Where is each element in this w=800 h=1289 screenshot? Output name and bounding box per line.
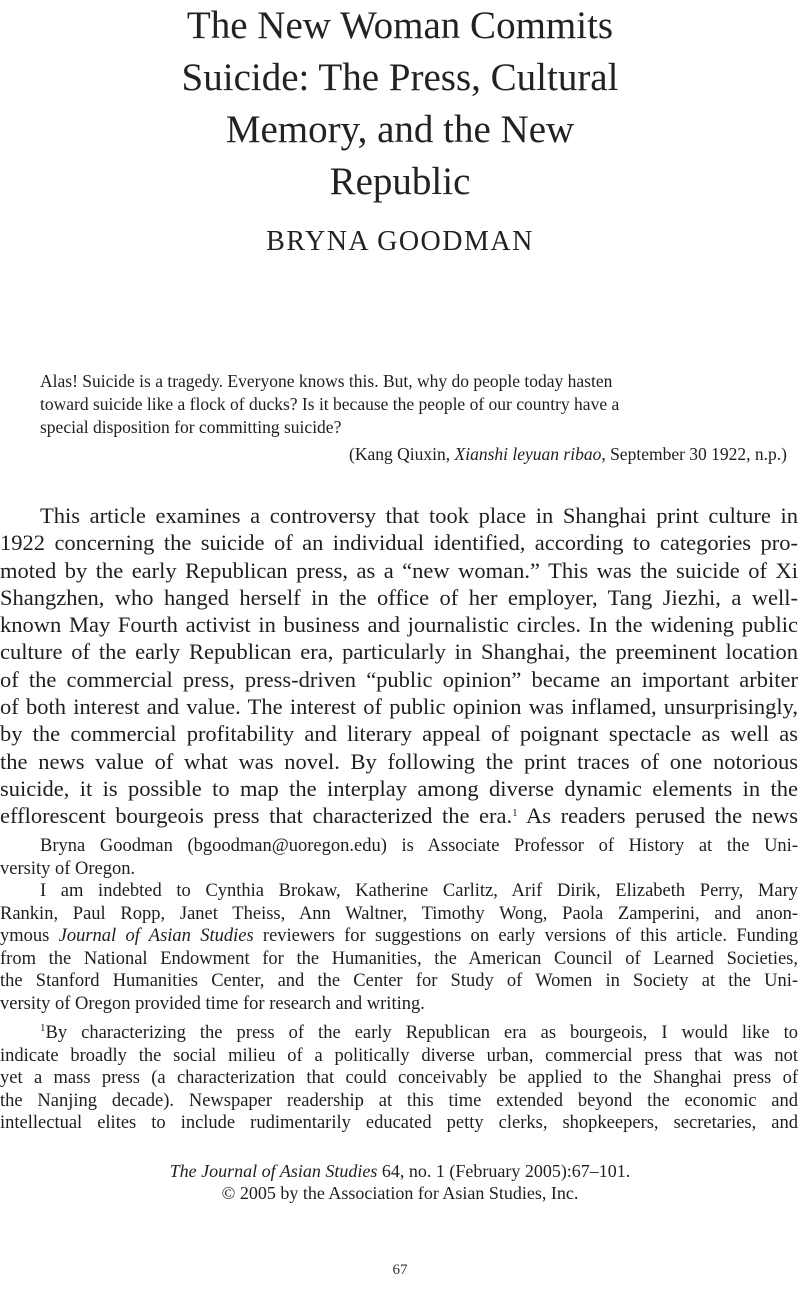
journal-title-italic: Journal of Asian Studies [58, 926, 254, 946]
article-title [0, 0, 800, 208]
footnote-line: versity of Oregon provided time for research and writing. [0, 993, 425, 1014]
footnote-line: the Nanjing decade). Newspaper readership at this time extended beyond the economic and [0, 1090, 798, 1111]
epigraph-line: Alas! Suicide is a tragedy. Everyone knows this. But, why do people today hasten [40, 371, 613, 391]
body-line: suicide, it is possible to map the interplay among diverse dynamic elements in the [0, 775, 798, 801]
footnote-line: yet a mass press (a characterization that could conceivably be applied to the Shanghai press of [0, 1068, 798, 1088]
footnote-line: versity of Oregon. [0, 858, 136, 879]
body-line: efflorescent bourgeois press that characterized the era.$^1$ As readers perused the news [0, 803, 799, 829]
body-line: the news value of what was novel. By following the print traces of one notorious [0, 748, 798, 774]
footnote-line: intellectual elites to include rudimentarily educated petty clerks, shopkeepers, secretaries, and [0, 1113, 798, 1133]
body-line: 1922 concerning the suicide of an individual identified, according to categories pro- [0, 530, 798, 556]
footnote-line: $^1$By characterizing the press of the early Republican era as bourgeois, I would like to [40, 1022, 798, 1043]
author-name: BRYNA GOODMAN [266, 226, 534, 257]
journal-citation: The Journal of Asian Studies 64, no. 1 (February 2005):67–101. [169, 1161, 631, 1181]
journal-info [0, 1160, 800, 1204]
title-line: Memory, and the New [225, 108, 575, 151]
copyright-line: © 2005 by the Association for Asian Studies, Inc. [221, 1183, 579, 1203]
footnote-affiliation [0, 835, 798, 880]
body-line: of both interest and value. The interest of public opinion was inflamed, unsurprisingly, [0, 694, 798, 720]
title-line: Republic [329, 160, 471, 203]
footnote-line: ymous Journal of Asian Studies reviewers for suggestions on early versions of this article. Funding [0, 926, 799, 946]
epigraph-line: special disposition for committing suicide? [40, 417, 342, 437]
footnote-line: from the National Endowment for the Humanities, the American Council of Learned Societies, [0, 948, 798, 969]
body-line: by the commercial profitability and literary appeal of poignant spectacle as well as [0, 721, 798, 747]
body-paragraph [0, 502, 798, 830]
title-line: Suicide: The Press, Cultural [181, 56, 619, 99]
footnote-line: indicate broadly the social milieu of a politically diverse urban, commercial press that was not [0, 1045, 798, 1066]
body-line: moted by the early Republican press, as a “new woman.” This was the suicide of Xi [0, 557, 798, 583]
epigraph-citation: (Kang Qiuxin, Xianshi leyuan ribao, September 30 1922, n.p.) [349, 444, 787, 464]
footnote-acknowledgments [0, 880, 798, 1015]
footnote-marker[interactable]: 1 [512, 807, 518, 820]
footnote-line: Rankin, Paul Ropp, Janet Theiss, Ann Waltner, Timothy Wong, Paola Zamperini, and anon- [0, 903, 798, 924]
epigraph-line: toward suicide like a flock of ducks? Is it because the people of our country have a [40, 394, 620, 414]
body-line: culture of the early Republican era, particularly in Shanghai, the preeminent location [0, 639, 798, 665]
title-line: The New Woman Commits [186, 4, 614, 47]
body-line: Shangzhen, who hanged herself in the office of her employer, Tang Jiezhi, a well- [0, 584, 798, 610]
epigraph [40, 370, 787, 439]
footnote-line: I am indebted to Cynthia Brokaw, Katherine Carlitz, Arif Dirik, Elizabeth Perry, Mary [40, 881, 798, 901]
body-line: This article examines a controversy that took place in Shanghai print culture in [40, 503, 798, 528]
footnote-line: the Stanford Humanities Center, and the Center for Study of Women in Society at the Uni- [0, 971, 798, 991]
footnote-1 [0, 1022, 798, 1135]
footnote-line: Bryna Goodman (bgoodman@uoregon.edu) is Associate Professor of History at the Uni- [40, 836, 798, 856]
body-line: of the commercial press, press-driven “public opinion” became an important arbiter [0, 666, 798, 692]
footnote-number: 1 [40, 1022, 46, 1034]
page-number: 67 [392, 1262, 408, 1278]
epigraph-source: Xianshi leyuan ribao [454, 444, 602, 464]
body-line: known May Fourth activist in business and journalistic circles. In the widening public [0, 612, 798, 638]
journal-name: The Journal of Asian Studies [169, 1161, 378, 1181]
